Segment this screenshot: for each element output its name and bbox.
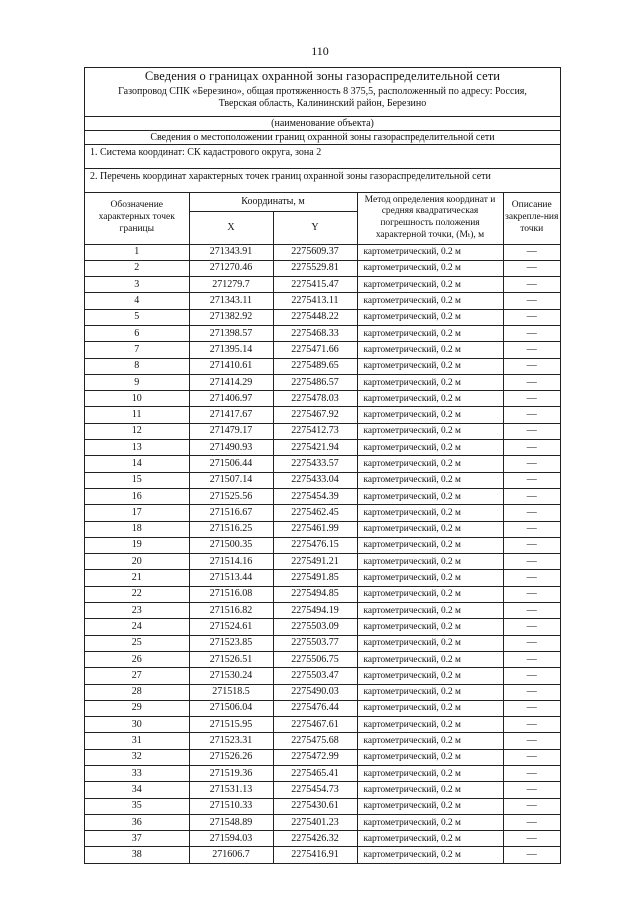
- x-coordinate-cell: 271343.91: [189, 244, 273, 260]
- method-cell: картометрический, 0.2 м: [357, 260, 503, 276]
- x-coordinate-cell: 271516.82: [189, 603, 273, 619]
- method-cell: картометрический, 0.2 м: [357, 472, 503, 488]
- description-cell: —: [503, 342, 560, 358]
- y-coordinate-cell: 2275415.47: [273, 277, 357, 293]
- y-coordinate-cell: 2275472.99: [273, 749, 357, 765]
- x-coordinate-cell: 271417.67: [189, 407, 273, 423]
- x-coordinate-cell: 271270.46: [189, 260, 273, 276]
- y-coordinate-cell: 2275489.65: [273, 358, 357, 374]
- table-row: [85, 358, 560, 374]
- table-row: [85, 440, 560, 456]
- description-cell: —: [503, 423, 560, 439]
- table-row: [85, 619, 560, 635]
- method-cell: картометрический, 0.2 м: [357, 423, 503, 439]
- description-cell: —: [503, 766, 560, 782]
- table-row: [85, 749, 560, 765]
- table-row: [85, 766, 560, 782]
- y-coordinate-cell: 2275476.15: [273, 537, 357, 553]
- point-number-cell: 7: [85, 342, 189, 358]
- point-number-cell: 37: [85, 831, 189, 847]
- description-cell: —: [503, 782, 560, 798]
- x-coordinate-cell: 271490.93: [189, 440, 273, 456]
- x-coordinate-cell: 271526.26: [189, 749, 273, 765]
- x-coordinate-cell: 271525.56: [189, 488, 273, 504]
- y-coordinate-cell: 2275448.22: [273, 309, 357, 325]
- method-cell: картометрический, 0.2 м: [357, 521, 503, 537]
- coordinates-table: [85, 193, 560, 863]
- method-cell: картометрический, 0.2 м: [357, 277, 503, 293]
- table-row: [85, 733, 560, 749]
- col-header-coords: Координаты, м: [189, 193, 357, 211]
- method-cell: картометрический, 0.2 м: [357, 733, 503, 749]
- description-cell: —: [503, 749, 560, 765]
- point-number-cell: 30: [85, 717, 189, 733]
- point-number-cell: 32: [85, 749, 189, 765]
- point-number-cell: 27: [85, 668, 189, 684]
- x-coordinate-cell: 271523.85: [189, 635, 273, 651]
- y-coordinate-cell: 2275467.61: [273, 717, 357, 733]
- point-number-cell: 11: [85, 407, 189, 423]
- table-row: [85, 260, 560, 276]
- x-coordinate-cell: 271518.5: [189, 684, 273, 700]
- x-coordinate-cell: 271526.51: [189, 651, 273, 667]
- description-cell: —: [503, 488, 560, 504]
- point-number-cell: 33: [85, 766, 189, 782]
- method-cell: картометрический, 0.2 м: [357, 798, 503, 814]
- description-cell: —: [503, 700, 560, 716]
- description-cell: —: [503, 309, 560, 325]
- description-cell: —: [503, 325, 560, 341]
- method-cell: картометрический, 0.2 м: [357, 407, 503, 423]
- x-coordinate-cell: 271514.16: [189, 554, 273, 570]
- table-row: [85, 472, 560, 488]
- description-cell: —: [503, 358, 560, 374]
- point-number-cell: 18: [85, 521, 189, 537]
- y-coordinate-cell: 2275433.04: [273, 472, 357, 488]
- y-coordinate-cell: 2275478.03: [273, 391, 357, 407]
- point-number-cell: 10: [85, 391, 189, 407]
- description-cell: —: [503, 570, 560, 586]
- method-cell: картометрический, 0.2 м: [357, 586, 503, 602]
- method-cell: картометрический, 0.2 м: [357, 700, 503, 716]
- y-coordinate-cell: 2275413.11: [273, 293, 357, 309]
- x-coordinate-cell: 271510.33: [189, 798, 273, 814]
- description-cell: —: [503, 668, 560, 684]
- x-coordinate-cell: 271516.25: [189, 521, 273, 537]
- method-cell: картометрический, 0.2 м: [357, 342, 503, 358]
- x-coordinate-cell: 271513.44: [189, 570, 273, 586]
- description-cell: —: [503, 651, 560, 667]
- y-coordinate-cell: 2275412.73: [273, 423, 357, 439]
- point-number-cell: 36: [85, 814, 189, 830]
- method-cell: картометрический, 0.2 м: [357, 391, 503, 407]
- point-number-cell: 3: [85, 277, 189, 293]
- method-cell: картометрический, 0.2 м: [357, 570, 503, 586]
- table-row: [85, 798, 560, 814]
- description-cell: —: [503, 374, 560, 390]
- point-number-cell: 20: [85, 554, 189, 570]
- table-body: [85, 244, 560, 863]
- method-cell: картометрический, 0.2 м: [357, 505, 503, 521]
- coord-system-line: 1. Система координат: СК кадастрового округа, зона 2: [85, 145, 560, 169]
- col-header-method: Метод определения координат и средняя квадратическая погрешность положения характерной точки, (Mₜ), м: [357, 193, 503, 244]
- method-cell: картометрический, 0.2 м: [357, 635, 503, 651]
- x-coordinate-cell: 271531.13: [189, 782, 273, 798]
- method-cell: картометрический, 0.2 м: [357, 619, 503, 635]
- table-row: [85, 374, 560, 390]
- table-row: [85, 814, 560, 830]
- y-coordinate-cell: 2275426.32: [273, 831, 357, 847]
- method-cell: картометрический, 0.2 м: [357, 554, 503, 570]
- point-number-cell: 17: [85, 505, 189, 521]
- object-name-line-1: Газопровод СПК «Березино», общая протяженность 8 375,5, расположенный по адресу: Россия,: [118, 85, 527, 97]
- y-coordinate-cell: 2275490.03: [273, 684, 357, 700]
- x-coordinate-cell: 271398.57: [189, 325, 273, 341]
- table-row: [85, 391, 560, 407]
- x-coordinate-cell: 271343.11: [189, 293, 273, 309]
- y-coordinate-cell: 2275454.73: [273, 782, 357, 798]
- y-coordinate-cell: 2275467.92: [273, 407, 357, 423]
- description-cell: —: [503, 554, 560, 570]
- table-row: [85, 651, 560, 667]
- table-row: [85, 309, 560, 325]
- table-row: [85, 277, 560, 293]
- method-cell: картометрический, 0.2 м: [357, 651, 503, 667]
- description-cell: —: [503, 537, 560, 553]
- table-row: [85, 521, 560, 537]
- y-coordinate-cell: 2275491.85: [273, 570, 357, 586]
- method-cell: картометрический, 0.2 м: [357, 603, 503, 619]
- point-number-cell: 16: [85, 488, 189, 504]
- table-row: [85, 342, 560, 358]
- point-number-cell: 1: [85, 244, 189, 260]
- y-coordinate-cell: 2275421.94: [273, 440, 357, 456]
- method-cell: картометрический, 0.2 м: [357, 782, 503, 798]
- method-cell: картометрический, 0.2 м: [357, 244, 503, 260]
- y-coordinate-cell: 2275503.47: [273, 668, 357, 684]
- y-coordinate-cell: 2275475.68: [273, 733, 357, 749]
- description-cell: —: [503, 391, 560, 407]
- method-cell: картометрический, 0.2 м: [357, 488, 503, 504]
- description-cell: —: [503, 635, 560, 651]
- method-cell: картометрический, 0.2 м: [357, 325, 503, 341]
- point-number-cell: 22: [85, 586, 189, 602]
- point-number-cell: 23: [85, 603, 189, 619]
- y-coordinate-cell: 2275494.85: [273, 586, 357, 602]
- method-cell: картометрический, 0.2 м: [357, 847, 503, 863]
- method-cell: картометрический, 0.2 м: [357, 358, 503, 374]
- description-cell: —: [503, 260, 560, 276]
- description-cell: —: [503, 521, 560, 537]
- point-number-cell: 35: [85, 798, 189, 814]
- description-cell: —: [503, 733, 560, 749]
- point-number-cell: 26: [85, 651, 189, 667]
- method-cell: картометрический, 0.2 м: [357, 749, 503, 765]
- x-coordinate-cell: 271410.61: [189, 358, 273, 374]
- table-row: [85, 700, 560, 716]
- point-number-cell: 6: [85, 325, 189, 341]
- y-coordinate-cell: 2275476.44: [273, 700, 357, 716]
- description-cell: —: [503, 831, 560, 847]
- col-header-desc: Описание закрепле-ния точки: [503, 193, 560, 244]
- table-row: [85, 325, 560, 341]
- col-header-point: Обозначение характерных точек границы: [85, 193, 189, 244]
- point-number-cell: 19: [85, 537, 189, 553]
- point-number-cell: 29: [85, 700, 189, 716]
- description-cell: —: [503, 847, 560, 863]
- x-coordinate-cell: 271279.7: [189, 277, 273, 293]
- y-coordinate-cell: 2275465.41: [273, 766, 357, 782]
- x-coordinate-cell: 271519.36: [189, 766, 273, 782]
- point-number-cell: 8: [85, 358, 189, 374]
- table-row: [85, 684, 560, 700]
- x-coordinate-cell: 271500.35: [189, 537, 273, 553]
- point-number-cell: 25: [85, 635, 189, 651]
- point-number-cell: 5: [85, 309, 189, 325]
- description-cell: —: [503, 293, 560, 309]
- table-row: [85, 423, 560, 439]
- page-number: 110: [311, 44, 329, 58]
- description-cell: —: [503, 603, 560, 619]
- y-coordinate-cell: 2275471.66: [273, 342, 357, 358]
- y-coordinate-cell: 2275401.23: [273, 814, 357, 830]
- x-coordinate-cell: 271506.44: [189, 456, 273, 472]
- point-number-cell: 28: [85, 684, 189, 700]
- description-cell: —: [503, 684, 560, 700]
- point-number-cell: 38: [85, 847, 189, 863]
- method-cell: картометрический, 0.2 м: [357, 684, 503, 700]
- x-coordinate-cell: 271414.29: [189, 374, 273, 390]
- x-coordinate-cell: 271506.04: [189, 700, 273, 716]
- x-coordinate-cell: 271548.89: [189, 814, 273, 830]
- x-coordinate-cell: 271479.17: [189, 423, 273, 439]
- method-cell: картометрический, 0.2 м: [357, 537, 503, 553]
- y-coordinate-cell: 2275416.91: [273, 847, 357, 863]
- point-number-cell: 34: [85, 782, 189, 798]
- table-row: [85, 456, 560, 472]
- description-cell: —: [503, 472, 560, 488]
- table-row: [85, 554, 560, 570]
- x-coordinate-cell: 271395.14: [189, 342, 273, 358]
- method-cell: картометрический, 0.2 м: [357, 309, 503, 325]
- description-cell: —: [503, 407, 560, 423]
- y-coordinate-cell: 2275468.33: [273, 325, 357, 341]
- x-coordinate-cell: 271524.61: [189, 619, 273, 635]
- y-coordinate-cell: 2275503.77: [273, 635, 357, 651]
- table-row: [85, 505, 560, 521]
- table-row: [85, 831, 560, 847]
- description-cell: —: [503, 586, 560, 602]
- x-coordinate-cell: 271594.03: [189, 831, 273, 847]
- title-block: [85, 68, 560, 117]
- table-row: [85, 668, 560, 684]
- y-coordinate-cell: 2275454.39: [273, 488, 357, 504]
- y-coordinate-cell: 2275462.45: [273, 505, 357, 521]
- x-coordinate-cell: 271530.24: [189, 668, 273, 684]
- point-number-cell: 31: [85, 733, 189, 749]
- x-coordinate-cell: 271516.67: [189, 505, 273, 521]
- points-list-heading: 2. Перечень координат характерных точек границ охранной зоны газораспределительной сети: [85, 169, 560, 193]
- table-row: [85, 717, 560, 733]
- point-number-cell: 2: [85, 260, 189, 276]
- col-header-x: X: [189, 211, 273, 244]
- description-cell: —: [503, 277, 560, 293]
- description-cell: —: [503, 505, 560, 521]
- y-coordinate-cell: 2275433.57: [273, 456, 357, 472]
- table-row: [85, 293, 560, 309]
- y-coordinate-cell: 2275491.21: [273, 554, 357, 570]
- location-heading: Сведения о местоположении границ охранной зоны газораспределительной сети: [85, 131, 560, 145]
- description-cell: —: [503, 456, 560, 472]
- table-row: [85, 407, 560, 423]
- document-sheet: [84, 67, 561, 864]
- x-coordinate-cell: 271516.08: [189, 586, 273, 602]
- table-row: [85, 488, 560, 504]
- y-coordinate-cell: 2275506.75: [273, 651, 357, 667]
- table-row: [85, 244, 560, 260]
- x-coordinate-cell: 271606.7: [189, 847, 273, 863]
- object-name-line-2: Тверская область, Калининский район, Березино: [218, 98, 427, 110]
- point-number-cell: 24: [85, 619, 189, 635]
- method-cell: картометрический, 0.2 м: [357, 293, 503, 309]
- method-cell: картометрический, 0.2 м: [357, 456, 503, 472]
- method-cell: картометрический, 0.2 м: [357, 668, 503, 684]
- description-cell: —: [503, 619, 560, 635]
- table-row: [85, 847, 560, 863]
- table-row: [85, 537, 560, 553]
- document-title: Сведения о границах охранной зоны газораспределительной сети: [144, 69, 501, 83]
- col-header-y: Y: [273, 211, 357, 244]
- x-coordinate-cell: 271406.97: [189, 391, 273, 407]
- x-coordinate-cell: 271523.31: [189, 733, 273, 749]
- y-coordinate-cell: 2275494.19: [273, 603, 357, 619]
- method-cell: картометрический, 0.2 м: [357, 717, 503, 733]
- table-row: [85, 570, 560, 586]
- y-coordinate-cell: 2275529.81: [273, 260, 357, 276]
- table-row: [85, 586, 560, 602]
- y-coordinate-cell: 2275461.99: [273, 521, 357, 537]
- point-number-cell: 14: [85, 456, 189, 472]
- description-cell: —: [503, 244, 560, 260]
- table-row: [85, 782, 560, 798]
- point-number-cell: 12: [85, 423, 189, 439]
- table-row: [85, 603, 560, 619]
- x-coordinate-cell: 271382.92: [189, 309, 273, 325]
- point-number-cell: 21: [85, 570, 189, 586]
- x-coordinate-cell: 271507.14: [189, 472, 273, 488]
- description-cell: —: [503, 440, 560, 456]
- point-number-cell: 15: [85, 472, 189, 488]
- x-coordinate-cell: 271515.95: [189, 717, 273, 733]
- description-cell: —: [503, 717, 560, 733]
- point-number-cell: 13: [85, 440, 189, 456]
- y-coordinate-cell: 2275486.57: [273, 374, 357, 390]
- method-cell: картометрический, 0.2 м: [357, 440, 503, 456]
- object-caption: (наименование объекта): [85, 117, 560, 131]
- y-coordinate-cell: 2275609.37: [273, 244, 357, 260]
- point-number-cell: 4: [85, 293, 189, 309]
- table-row: [85, 635, 560, 651]
- y-coordinate-cell: 2275430.61: [273, 798, 357, 814]
- description-cell: —: [503, 814, 560, 830]
- method-cell: картометрический, 0.2 м: [357, 766, 503, 782]
- point-number-cell: 9: [85, 374, 189, 390]
- method-cell: картометрический, 0.2 м: [357, 814, 503, 830]
- method-cell: картометрический, 0.2 м: [357, 374, 503, 390]
- description-cell: —: [503, 798, 560, 814]
- method-cell: картометрический, 0.2 м: [357, 831, 503, 847]
- y-coordinate-cell: 2275503.09: [273, 619, 357, 635]
